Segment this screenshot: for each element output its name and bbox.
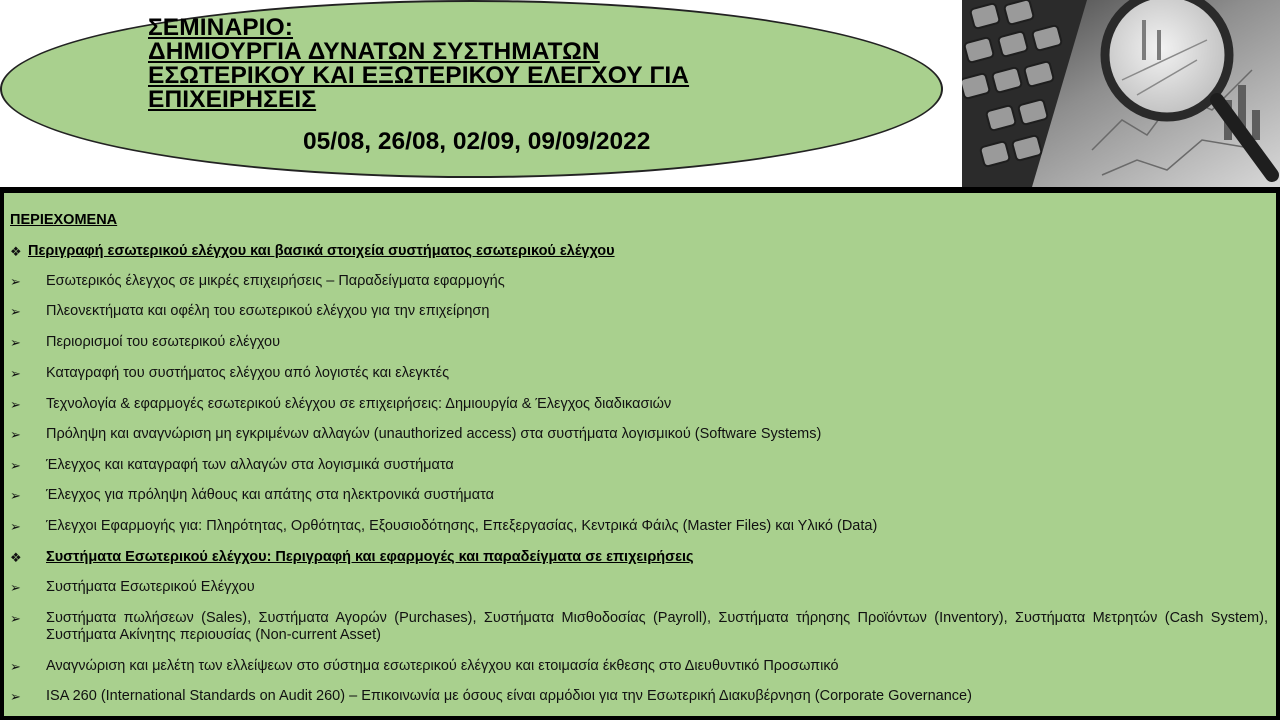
list-item-text: Έλεγχος για πρόληψη λάθους και απάτης στα ηλεκτρονικά συστήματα xyxy=(46,487,495,503)
arrow-bullet-icon: ➢ xyxy=(10,519,21,534)
seminar-dates: 05/08, 26/08, 02/09, 09/09/2022 xyxy=(303,128,651,155)
list-item-text: Συστήματα πωλήσεων (Sales), Συστήματα Αγορών (Purchases), Συστήματα Μισθοδοσίας (Payroll), Συστήματα τήρησης Προϊόντων (Inventory), Συστήματα Μετρητών (Cash System), Συστήματα Ακίνητης περιουσίας (Non-current Asset) xyxy=(46,610,1268,643)
diamond-bullet-icon: ❖ xyxy=(10,550,22,565)
arrow-bullet-icon: ➢ xyxy=(10,274,21,289)
arrow-bullet-icon: ➢ xyxy=(10,659,21,674)
list-item-text: Έλεγχος και καταγραφή των αλλαγών στα λογισμικά συστήματα xyxy=(46,457,454,473)
list-item-text: Πλεονεκτήματα και οφέλη του εσωτερικού ελέγχου για την επιχείρηση xyxy=(46,303,490,319)
title-line: ΕΣΩΤΕΡΙΚΟΥ ΚΑΙ ΕΞΩΤΕΡΙΚΟΥ ΕΛΕΓΧΟΥ ΓΙΑ xyxy=(148,62,690,89)
list-item-text: ISA 260 (International Standards on Audit 260) – Επικοινωνία με όσους είναι αρμόδιοι για την Εσωτερική Διακυβέρνηση (Corporate Governance) xyxy=(46,688,972,704)
diamond-bullet-icon: ❖ xyxy=(10,244,22,259)
arrow-bullet-icon: ➢ xyxy=(10,580,21,595)
title-line: ΔΗΜΙΟΥΡΓΙΑ ΔΥΝΑΤΩΝ ΣΥΣΤΗΜΑΤΩΝ xyxy=(148,38,600,65)
list-item-text: Συστήματα Εσωτερικού Ελέγχου xyxy=(46,579,255,595)
title-line: ΕΠΙΧΕΙΡΗΣΕΙΣ xyxy=(148,86,317,113)
arrow-bullet-icon: ➢ xyxy=(10,335,21,350)
list-item-text: Τεχνολογία & εφαρμογές εσωτερικού ελέγχου σε επιχειρήσεις: Δημιουργία & Έλεγχος διαδικασιών xyxy=(46,396,672,412)
arrow-bullet-icon: ➢ xyxy=(10,366,21,381)
list-item-text: Περιορισμοί του εσωτερικού ελέγχου xyxy=(46,334,281,350)
list-item-text: Έλεγχοι Εφαρμογής για: Πληρότητας, Ορθότητας, Εξουσιοδότησης, Επεξεργασίας, Κεντρικά Φάιλς (Master Files) και Υλικό (Data) xyxy=(46,518,878,534)
list-item-text: Πρόληψη και αναγνώριση μη εγκριμένων αλλαγών (unauthorized access) στα συστήματα λογισμικού (Software Systems) xyxy=(46,426,822,442)
list-item-text: Εσωτερικός έλεγχος σε μικρές επιχειρήσεις – Παραδείγματα εφαρμογής xyxy=(46,273,505,289)
calculator-magnifier-photo xyxy=(962,0,1280,187)
title-line: ΣΕΜΙΝΑΡΙΟ: xyxy=(148,14,294,41)
arrow-bullet-icon: ➢ xyxy=(10,397,21,412)
list-item-text: Καταγραφή του συστήματος ελέγχου από λογιστές και ελεγκτές xyxy=(46,365,450,381)
arrow-bullet-icon: ➢ xyxy=(10,488,21,503)
list-item-text: Συστήματα Εσωτερικού ελέγχου: Περιγραφή και εφαρμογές και παραδείγματα σε επιχειρήσεις xyxy=(46,549,694,565)
photo-illustration xyxy=(962,0,1280,187)
arrow-bullet-icon: ➢ xyxy=(10,611,21,626)
arrow-bullet-icon: ➢ xyxy=(10,427,21,442)
arrow-bullet-icon: ➢ xyxy=(10,304,21,319)
arrow-bullet-icon: ➢ xyxy=(10,689,21,704)
contents-heading: ΠΕΡΙΕΧΟΜΕΝΑ xyxy=(10,212,118,228)
list-item-text: Αναγνώριση και μελέτη των ελλείψεων στο σύστημα εσωτερικού ελέγχου και ετοιμασία έκθεσης στο Διευθυντικό Προσωπικό xyxy=(46,658,839,674)
arrow-bullet-icon: ➢ xyxy=(10,458,21,473)
seminar-title xyxy=(148,16,689,112)
list-item-text: Περιγραφή εσωτερικού ελέγχου και βασικά στοιχεία συστήματος εσωτερικού ελέγχου xyxy=(28,243,615,259)
